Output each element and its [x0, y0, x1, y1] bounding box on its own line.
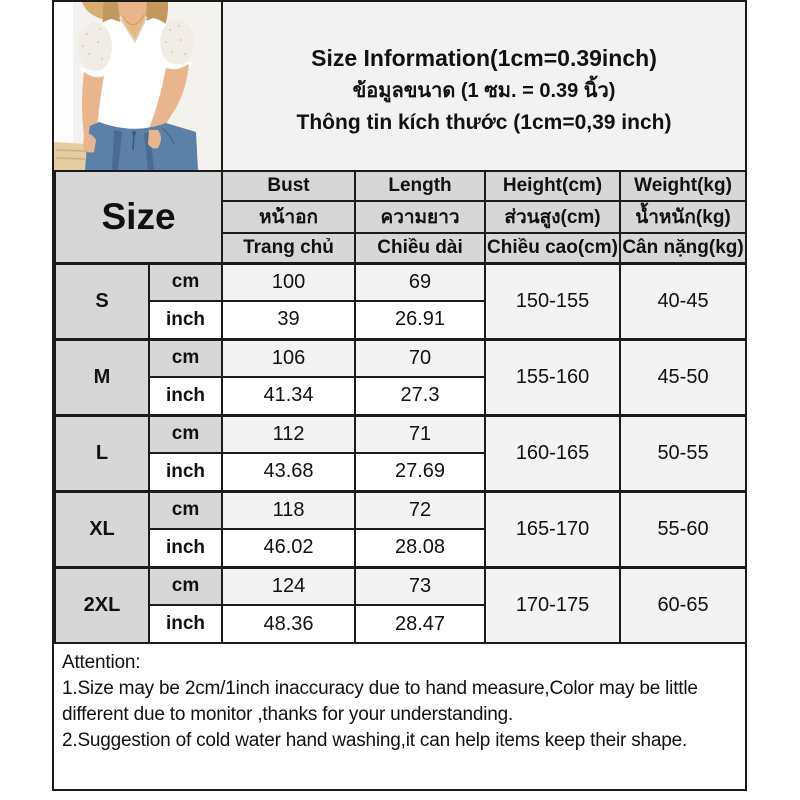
attention-section: [54, 644, 745, 789]
size-label: 2XL: [55, 567, 149, 643]
height-range: 170-175: [485, 567, 620, 643]
table-row: [55, 263, 746, 301]
unit-label: cm: [149, 339, 222, 377]
size-chart-sheet: [52, 0, 747, 791]
length-header-th: ความยาว: [355, 201, 485, 233]
value-cell: 118: [222, 491, 355, 529]
weight-range: 55-60: [620, 491, 746, 567]
title-thai: ข้อมูลขนาด (1 ซม. = 0.39 นิ้ว): [352, 79, 616, 102]
value-cell: 73: [355, 567, 485, 605]
height-range: 150-155: [485, 263, 620, 339]
weight-range: 45-50: [620, 339, 746, 415]
height-range: 155-160: [485, 339, 620, 415]
weight-header-vi: Cân nặng(kg): [620, 233, 746, 263]
weight-header-en: Weight(kg): [620, 171, 746, 201]
attention-heading: Attention:: [62, 652, 141, 673]
title-english: Size Information(1cm=0.39inch): [311, 44, 657, 71]
size-label: XL: [55, 491, 149, 567]
attention-note-2: 2.Suggestion of cold water hand washing,it can help items keep their shape.: [62, 730, 688, 751]
table-row: [55, 567, 746, 605]
value-cell: 48.36: [222, 605, 355, 643]
weight-range: 50-55: [620, 415, 746, 491]
value-cell: 124: [222, 567, 355, 605]
size-label: L: [55, 415, 149, 491]
weight-header-th: น้ำหนัก(kg): [620, 201, 746, 233]
size-label: M: [55, 339, 149, 415]
height-range: 165-170: [485, 491, 620, 567]
height-header-vi: Chiều cao(cm): [485, 233, 620, 263]
attention-note-1: 1.Size may be 2cm/1inch inaccuracy due to hand measure,Color may be little different due to monitor ,thanks for your understanding.: [62, 678, 698, 725]
length-header-vi: Chiều dài: [355, 233, 485, 263]
value-cell: 70: [355, 339, 485, 377]
product-photo: [54, 2, 223, 170]
value-cell: 112: [222, 415, 355, 453]
table-row: [55, 339, 746, 377]
unit-label: inch: [149, 605, 222, 643]
bust-header-en: Bust: [222, 171, 355, 201]
unit-label: cm: [149, 263, 222, 301]
top-band: [54, 2, 745, 170]
weight-range: 60-65: [620, 567, 746, 643]
bust-header-th: หน้าอก: [222, 201, 355, 233]
unit-label: inch: [149, 377, 222, 415]
value-cell: 100: [222, 263, 355, 301]
unit-label: inch: [149, 453, 222, 491]
value-cell: 46.02: [222, 529, 355, 567]
table-row: [55, 491, 746, 529]
title-vietnamese: Thông tin kích thước (1cm=0,39 inch): [296, 110, 672, 134]
height-range: 160-165: [485, 415, 620, 491]
unit-label: cm: [149, 567, 222, 605]
size-label: S: [55, 263, 149, 339]
value-cell: 41.34: [222, 377, 355, 415]
length-header-en: Length: [355, 171, 485, 201]
value-cell: 69: [355, 263, 485, 301]
weight-range: 40-45: [620, 263, 746, 339]
unit-label: inch: [149, 529, 222, 567]
value-cell: 72: [355, 491, 485, 529]
value-cell: 28.08: [355, 529, 485, 567]
model-illustration: [54, 2, 223, 170]
table-row: [55, 415, 746, 453]
height-header-en: Height(cm): [485, 171, 620, 201]
size-column-header: Size: [55, 171, 222, 263]
unit-label: cm: [149, 415, 222, 453]
value-cell: 39: [222, 301, 355, 339]
value-cell: 71: [355, 415, 485, 453]
height-header-th: ส่วนสูง(cm): [485, 201, 620, 233]
value-cell: 106: [222, 339, 355, 377]
value-cell: 28.47: [355, 605, 485, 643]
value-cell: 26.91: [355, 301, 485, 339]
value-cell: 43.68: [222, 453, 355, 491]
size-information-title: [223, 2, 745, 170]
size-table: [54, 170, 747, 644]
header-row-english: [55, 171, 746, 201]
value-cell: 27.3: [355, 377, 485, 415]
unit-label: inch: [149, 301, 222, 339]
bust-header-vi: Trang chủ: [222, 233, 355, 263]
unit-label: cm: [149, 491, 222, 529]
value-cell: 27.69: [355, 453, 485, 491]
